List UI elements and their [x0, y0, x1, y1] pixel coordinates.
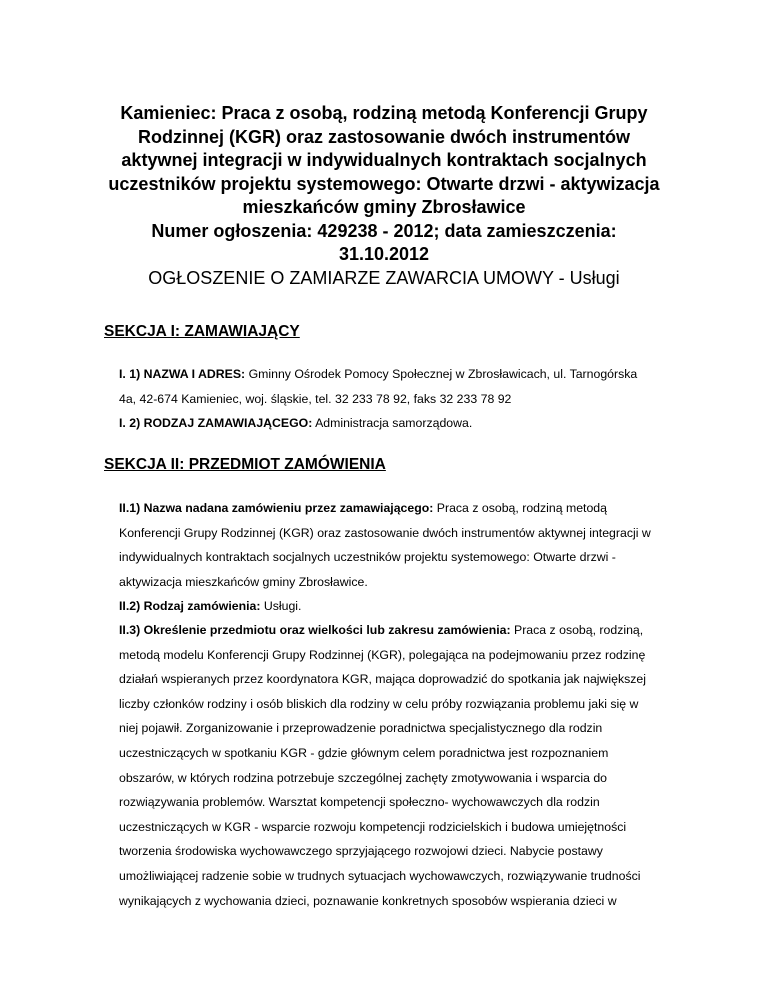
field-label: I. 1) NAZWA I ADRES: — [119, 367, 246, 381]
section-heading-subject: SEKCJA II: PRZEDMIOT ZAMÓWIENIA — [104, 456, 386, 473]
field-value: rozwiązywania problemów. Warsztat kompetencji społeczno- wychowawczych dla rodzin — [119, 795, 600, 810]
field-value: liczby członków rodziny i osób bliskich dla rodziny w celu próby rozwiązania problemu jaki się w — [119, 696, 639, 711]
publication-date: 31.10.2012 — [338, 244, 430, 264]
title-line: Rodzinnej (KGR) oraz zastosowanie dwóch instrumentów — [137, 126, 631, 147]
field-value: Gminny Ośrodek Pomocy Społecznej w Zbrosławicach, ul. Tarnogórska — [245, 367, 638, 381]
notice-number-line: Numer ogłoszenia: 429238 - 2012; data zamieszczenia: — [151, 220, 617, 241]
field-value: uczestniczących w KGR - wsparcie rozwoju kompetencji rodzicielskich i budowa umiejętności — [119, 819, 627, 834]
field-name-and-address — [119, 362, 679, 411]
field-value: indywidualnych kontraktach socjalnych uczestników projektu systemowego: Otwarte drzwi - — [119, 550, 616, 565]
field-value: Administracja samorządowa. — [312, 416, 473, 430]
notice-type: OGŁOSZENIE O ZAMIARZE ZAWARCIA UMOWY - Usługi — [148, 267, 620, 288]
field-value: Praca z osobą, rodziną, — [510, 623, 644, 637]
field-label: II.3) Określenie przedmiotu oraz wielkości lub zakresu zamówienia: — [119, 623, 511, 637]
field-value: umożliwiającej radzenie sobie w trudnych sytuacjach wychowawczych, rozwiązywanie trudności — [119, 868, 641, 883]
section-heading-contracting-authority: SEKCJA I: ZAMAWIAJĄCY — [104, 323, 300, 340]
field-value: niej pojawił. Zorganizowanie i przeprowadzenie poradnictwa specjalistycznego dla rodzin — [119, 721, 603, 736]
field-label: II.1) Nazwa nadana zamówieniu przez zamawiającego: — [119, 501, 434, 515]
field-value: aktywizacja mieszkańców gminy Zbrosławice. — [119, 574, 368, 589]
field-value: Konferencji Grupy Rodzinnej (KGR) oraz zastosowanie dwóch instrumentów aktywnej integracji w — [119, 525, 651, 540]
field-value: uczestniczących w spotkaniu KGR - gdzie głównym celem poradnictwa jest rozpoznaniem — [119, 745, 609, 760]
field-contract-type — [119, 594, 679, 619]
field-label: II.2) Rodzaj zamówienia: — [119, 599, 261, 613]
field-authority-type — [119, 411, 679, 436]
field-contract-name — [119, 496, 679, 594]
title-line: Kamieniec: Praca z osobą, rodziną metodą Konferencji Grupy — [120, 103, 648, 123]
title-line: mieszkańców gminy Zbrosławice — [242, 197, 526, 217]
field-value: tworzenia środowiska wychowawczego sprzyjającego rozwojowi dzieci. Nabycie postawy — [119, 844, 603, 859]
field-label: I. 2) RODZAJ ZAMAWIAJĄCEGO: — [119, 416, 313, 430]
field-value: działań wspieranych przez koordynatora KGR, mająca doprowadzić do spotkania jak największej — [119, 672, 646, 687]
field-contract-scope — [119, 618, 679, 913]
title-line: uczestników projektu systemowego: Otwarte drzwi - aktywizacja — [108, 173, 660, 194]
field-value: metodą modelu Konferencji Grupy Rodzinnej (KGR), polegająca na podejmowaniu przez rodzinę — [119, 647, 646, 662]
field-value: Usługi. — [260, 599, 302, 613]
field-value: obszarów, w których rodzina potrzebuje szczególnej zachęty zmotywowania i wsparcia do — [119, 770, 608, 785]
field-value: 4a, 42-674 Kamieniec, woj. śląskie, tel. 32 233 78 92, faks 32 233 78 92 — [119, 391, 512, 406]
title-line: aktywnej integracji w indywidualnych kontraktach socjalnych — [121, 150, 647, 170]
field-value: wynikających z wychowania dzieci, poznawanie konkretnych sposobów wspierania dzieci w — [119, 893, 617, 908]
notice-title — [90, 102, 678, 290]
field-value: Praca z osobą, rodziną metodą — [433, 501, 607, 515]
